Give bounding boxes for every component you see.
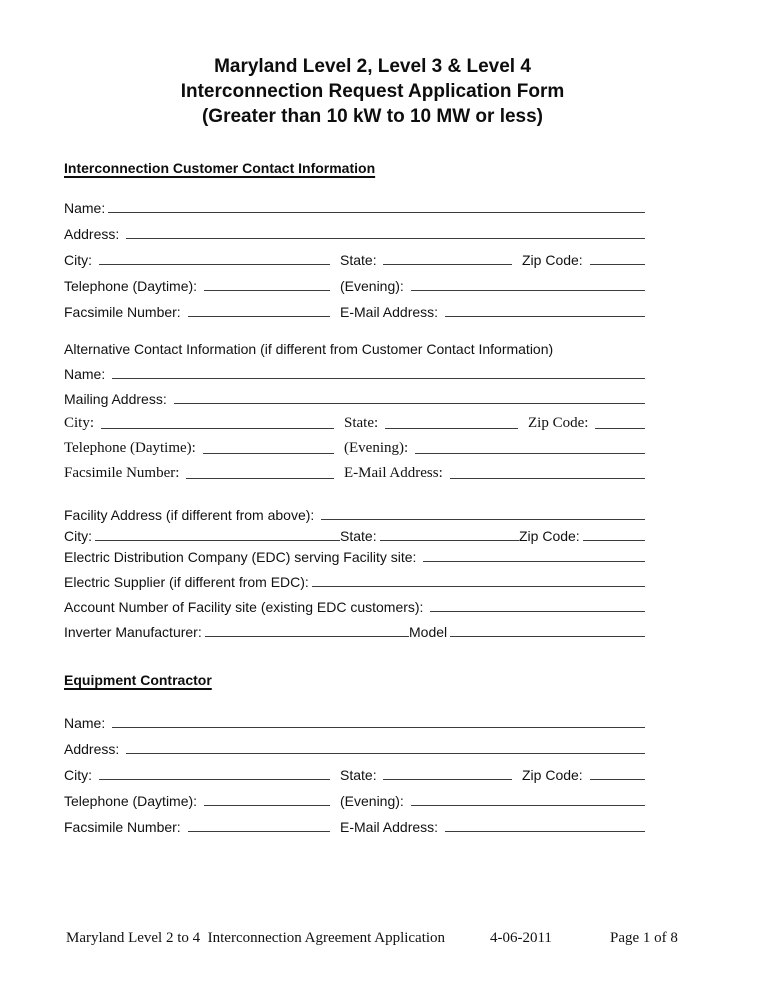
facility-account-number-label: Account Number of Facility site (existing EDC customers): bbox=[64, 599, 428, 615]
equipment-contractor-email-field bbox=[340, 819, 645, 835]
alternative-contact-facsimile-label: Facsimile Number: bbox=[64, 465, 184, 481]
form-title-line-3: (Greater than 10 kW to 10 MW or less) bbox=[201, 106, 544, 127]
alternative-contact-name-blank[interactable] bbox=[112, 377, 645, 379]
equipment-contractor-email-blank[interactable] bbox=[445, 830, 645, 832]
equipment-contractor-name-blank[interactable] bbox=[112, 726, 645, 728]
customer-contact-email-label: E-Mail Address: bbox=[340, 304, 442, 320]
alternative-contact-row-mailing-address bbox=[64, 382, 645, 407]
equipment-contractor-state-label: State: bbox=[340, 767, 381, 783]
customer-contact-address-label: Address: bbox=[64, 226, 124, 242]
facility-city-label: City: bbox=[64, 528, 92, 544]
customer-contact-name-label: Name: bbox=[64, 200, 106, 216]
customer-contact-telephone-daytime-field bbox=[64, 278, 340, 294]
customer-contact-city-field bbox=[64, 252, 340, 268]
customer-contact-facsimile-blank[interactable] bbox=[188, 315, 330, 317]
footer-date: 4-06-2011 bbox=[490, 930, 552, 946]
alternative-contact-telephone-evening-blank[interactable] bbox=[415, 452, 645, 454]
form-title-line-1: Maryland Level 2, Level 3 & Level 4 bbox=[214, 56, 531, 77]
facility-inverter-model-label: Model bbox=[409, 624, 448, 640]
facility-electric-supplier-field bbox=[64, 574, 645, 590]
equipment-contractor-facsimile-field bbox=[64, 819, 340, 835]
equipment-contractor-city-blank[interactable] bbox=[99, 778, 330, 780]
customer-contact-zip-label: Zip Code: bbox=[522, 252, 587, 268]
alternative-contact-row-name bbox=[64, 357, 645, 382]
facility-row-facility-address bbox=[64, 502, 645, 523]
facility-inverter-manufacturer-label: Inverter Manufacturer: bbox=[64, 624, 202, 640]
customer-contact-city-blank[interactable] bbox=[99, 263, 330, 265]
equipment-contractor-email-label: E-Mail Address: bbox=[340, 819, 442, 835]
alternative-contact-telephone-evening-field bbox=[344, 440, 645, 457]
alternative-contact-name-field bbox=[64, 366, 645, 382]
alternative-contact-intro: Alternative Contact Information (if different from Customer Contact Information) bbox=[64, 341, 554, 357]
alternative-contact-zip-field bbox=[528, 415, 645, 432]
facility-facility-address-field bbox=[64, 507, 645, 523]
facility-row-inverter-manufacturer bbox=[64, 615, 645, 640]
footer-document-name: Maryland Level 2 to 4 Interconnection Agreement Application bbox=[66, 930, 446, 946]
customer-contact-telephone-evening-blank[interactable] bbox=[411, 289, 645, 291]
facility-edc-field bbox=[64, 549, 645, 565]
equipment-contractor-facsimile-label: Facsimile Number: bbox=[64, 819, 185, 835]
equipment-contractor-facsimile-blank[interactable] bbox=[188, 830, 330, 832]
equipment-contractor-row-city bbox=[64, 757, 645, 783]
equipment-contractor-name-label: Name: bbox=[64, 715, 110, 731]
equipment-contractor-row-facsimile bbox=[64, 809, 645, 835]
equipment-contractor-zip-field bbox=[522, 767, 645, 783]
alternative-contact-facsimile-blank[interactable] bbox=[186, 477, 334, 479]
customer-contact-email-field bbox=[340, 304, 645, 320]
customer-contact-address-field bbox=[64, 226, 645, 242]
alternative-contact-row-city bbox=[64, 407, 645, 432]
equipment-contractor-telephone-evening-label: (Evening): bbox=[340, 793, 408, 809]
alternative-contact-email-blank[interactable] bbox=[450, 477, 646, 479]
alternative-contact-zip-label: Zip Code: bbox=[528, 415, 593, 431]
facility-account-number-blank[interactable] bbox=[430, 610, 645, 612]
facility-account-number-field bbox=[64, 599, 645, 615]
alternative-contact-name-label: Name: bbox=[64, 366, 110, 382]
customer-contact-row-facsimile bbox=[64, 294, 645, 320]
facility-inverter-manufacturer-field bbox=[64, 624, 409, 640]
facility-state-label: State: bbox=[340, 528, 377, 544]
customer-contact-facsimile-label: Facsimile Number: bbox=[64, 304, 185, 320]
facility-state-field bbox=[340, 528, 519, 544]
customer-contact-row-telephone-daytime bbox=[64, 268, 645, 294]
alternative-contact-city-blank[interactable] bbox=[101, 427, 334, 429]
equipment-contractor-row-telephone-daytime bbox=[64, 783, 645, 809]
customer-contact-telephone-daytime-label: Telephone (Daytime): bbox=[64, 278, 201, 294]
customer-contact-email-blank[interactable] bbox=[445, 315, 645, 317]
alternative-contact-city-field bbox=[64, 415, 344, 432]
facility-edc-label: Electric Distribution Company (EDC) serving Facility site: bbox=[64, 549, 421, 565]
equipment-contractor-state-blank[interactable] bbox=[383, 778, 512, 780]
alternative-contact-mailing-address-blank[interactable] bbox=[174, 402, 645, 404]
section-customer-contact bbox=[64, 158, 645, 320]
customer-contact-heading: Interconnection Customer Contact Information bbox=[64, 160, 376, 176]
alternative-contact-telephone-daytime-field bbox=[64, 440, 344, 457]
equipment-contractor-telephone-evening-field bbox=[340, 793, 645, 809]
alternative-contact-zip-blank[interactable] bbox=[595, 427, 645, 429]
equipment-contractor-zip-blank[interactable] bbox=[590, 778, 645, 780]
section-facility bbox=[64, 502, 645, 640]
customer-contact-telephone-daytime-blank[interactable] bbox=[204, 289, 330, 291]
equipment-contractor-address-blank[interactable] bbox=[126, 752, 645, 754]
form-title-line-2: Interconnection Request Application Form bbox=[180, 81, 565, 102]
facility-electric-supplier-blank[interactable] bbox=[312, 585, 645, 587]
section-equipment-contractor bbox=[64, 670, 645, 835]
alternative-contact-state-label: State: bbox=[344, 415, 382, 431]
alternative-contact-mailing-address-label: Mailing Address: bbox=[64, 391, 171, 407]
section-alternative-contact bbox=[64, 332, 645, 482]
footer-page-number: Page 1 of 8 bbox=[610, 930, 678, 946]
facility-city-field bbox=[64, 528, 340, 544]
facility-inverter-model-field bbox=[409, 624, 645, 640]
customer-contact-state-blank[interactable] bbox=[383, 263, 512, 265]
alternative-contact-telephone-daytime-blank[interactable] bbox=[203, 452, 334, 454]
equipment-contractor-heading: Equipment Contractor bbox=[64, 672, 212, 688]
customer-contact-zip-field bbox=[522, 252, 645, 268]
alternative-contact-state-blank[interactable] bbox=[385, 427, 518, 429]
alternative-contact-row-facsimile bbox=[64, 457, 645, 482]
customer-contact-zip-blank[interactable] bbox=[590, 263, 645, 265]
facility-row-edc bbox=[64, 544, 645, 565]
form-title bbox=[82, 54, 663, 129]
facility-zip-label: Zip Code: bbox=[519, 528, 580, 544]
equipment-contractor-telephone-daytime-label: Telephone (Daytime): bbox=[64, 793, 201, 809]
equipment-contractor-telephone-daytime-blank[interactable] bbox=[204, 804, 330, 806]
alternative-contact-telephone-evening-label: (Evening): bbox=[344, 440, 412, 456]
customer-contact-row-name bbox=[64, 190, 645, 216]
facility-inverter-manufacturer-blank[interactable] bbox=[205, 635, 409, 637]
equipment-contractor-address-field bbox=[64, 741, 645, 757]
alternative-contact-state-field bbox=[344, 415, 528, 432]
facility-zip-blank[interactable] bbox=[583, 539, 645, 541]
customer-contact-name-blank[interactable] bbox=[108, 211, 645, 213]
facility-facility-address-label: Facility Address (if different from above): bbox=[64, 507, 319, 523]
facility-state-blank[interactable] bbox=[380, 539, 519, 541]
alternative-contact-city-label: City: bbox=[64, 415, 98, 431]
facility-facility-address-blank[interactable] bbox=[321, 518, 645, 520]
customer-contact-address-blank[interactable] bbox=[126, 237, 645, 239]
customer-contact-name-field bbox=[64, 200, 645, 216]
equipment-contractor-city-field bbox=[64, 767, 340, 783]
alternative-contact-email-field bbox=[344, 465, 645, 482]
equipment-contractor-state-field bbox=[340, 767, 522, 783]
customer-contact-telephone-evening-field bbox=[340, 278, 645, 294]
customer-contact-telephone-evening-label: (Evening): bbox=[340, 278, 408, 294]
equipment-contractor-row-address bbox=[64, 731, 645, 757]
customer-contact-facsimile-field bbox=[64, 304, 340, 320]
facility-electric-supplier-label: Electric Supplier (if different from EDC): bbox=[64, 574, 309, 590]
alternative-contact-mailing-address-field bbox=[64, 391, 645, 407]
alternative-contact-telephone-daytime-label: Telephone (Daytime): bbox=[64, 440, 200, 456]
facility-row-account-number bbox=[64, 590, 645, 615]
equipment-contractor-zip-label: Zip Code: bbox=[522, 767, 587, 783]
facility-inverter-model-blank[interactable] bbox=[450, 635, 645, 637]
form-body bbox=[64, 158, 645, 835]
alternative-contact-email-label: E-Mail Address: bbox=[344, 465, 447, 481]
facility-city-blank[interactable] bbox=[95, 539, 340, 541]
equipment-contractor-row-name bbox=[64, 705, 645, 731]
equipment-contractor-telephone-daytime-field bbox=[64, 793, 340, 809]
equipment-contractor-name-field bbox=[64, 715, 645, 731]
equipment-contractor-telephone-evening-blank[interactable] bbox=[411, 804, 645, 806]
customer-contact-row-address bbox=[64, 216, 645, 242]
facility-row-electric-supplier bbox=[64, 565, 645, 590]
alternative-contact-facsimile-field bbox=[64, 465, 344, 482]
facility-edc-blank[interactable] bbox=[423, 560, 645, 562]
equipment-contractor-city-label: City: bbox=[64, 767, 96, 783]
customer-contact-row-city bbox=[64, 242, 645, 268]
alternative-contact-row-telephone-daytime bbox=[64, 432, 645, 457]
customer-contact-state-label: State: bbox=[340, 252, 381, 268]
equipment-contractor-address-label: Address: bbox=[64, 741, 124, 757]
facility-zip-field bbox=[519, 528, 645, 544]
facility-row-city bbox=[64, 523, 645, 544]
customer-contact-city-label: City: bbox=[64, 252, 96, 268]
customer-contact-state-field bbox=[340, 252, 522, 268]
